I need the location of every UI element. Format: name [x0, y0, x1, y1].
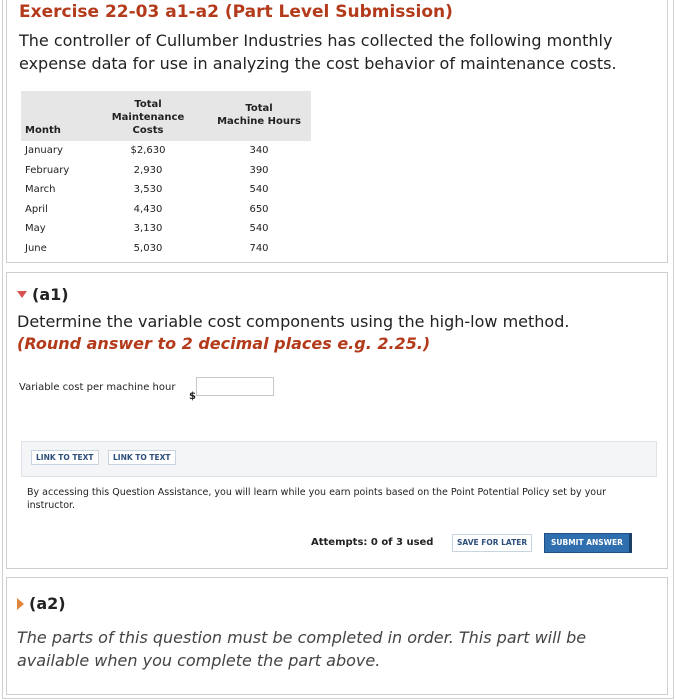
cell-month: January [25, 145, 63, 157]
part-a2-toggle[interactable] [17, 594, 66, 613]
cell-costs: 3,130 [133, 223, 163, 235]
cell-month: February [25, 164, 70, 176]
part-a1-label: (a1) [32, 285, 69, 304]
variable-cost-input[interactable] [196, 377, 274, 396]
rounding-note: (Round answer to 2 decimal places e.g. 2.25.) [17, 334, 431, 353]
exercise-intro: The controller of Cullumber Industries has collected the following monthly expense data for use in analyzing the cost behavior of maintenance costs. [19, 31, 617, 73]
column-header-maintenance-costs [89, 91, 207, 141]
cell-hours: 390 [249, 164, 269, 176]
exercise-header [6, 0, 668, 263]
table-row [21, 200, 311, 220]
variable-cost-label: Variable cost per machine hour [19, 382, 176, 393]
part-a2-panel [6, 577, 668, 695]
cell-costs: 4,430 [133, 203, 163, 215]
cell-hours: 740 [249, 242, 269, 254]
cell-month: May [25, 223, 46, 235]
part-a1-toggle[interactable] [17, 285, 69, 304]
part-a1-panel [6, 272, 668, 569]
cell-costs: 2,930 [133, 164, 163, 176]
table-row [21, 161, 311, 181]
header-hours-line1: Total [245, 103, 273, 114]
link-to-text-button-2[interactable]: LINK TO TEXT [108, 450, 176, 465]
header-costs-line2: Maintenance [111, 112, 185, 123]
submit-answer-button[interactable]: SUBMIT ANSWER [544, 533, 632, 553]
table-row [21, 219, 311, 239]
column-header-month: Month [21, 91, 89, 141]
column-header-machine-hours [207, 91, 311, 141]
table-row [21, 180, 311, 200]
currency-symbol: $ [189, 391, 196, 402]
header-costs-line1: Total [134, 99, 162, 110]
cell-hours: 540 [249, 184, 269, 196]
expanded-triangle-icon [17, 291, 27, 298]
table-header-row [21, 91, 311, 141]
cell-month: June [25, 242, 47, 254]
assistance-notice: By accessing this Question Assistance, you will learn while you earn points based on the Point Potential Policy set by your instructor. [27, 487, 607, 511]
cell-costs: 5,030 [133, 242, 163, 254]
cell-hours: 540 [249, 223, 269, 235]
cell-costs: $2,630 [130, 145, 166, 157]
part-a1-instructions [17, 311, 657, 355]
question-assistance-bar [21, 441, 657, 477]
instruction-text: Determine the variable cost components using the high-low method. [17, 312, 570, 331]
header-costs-line3: Costs [132, 125, 164, 136]
table-row [21, 239, 311, 259]
table-row [21, 141, 311, 161]
attempts-counter: Attempts: 0 of 3 used [311, 537, 434, 548]
collapsed-triangle-icon [17, 598, 24, 610]
part-a2-locked-message: The parts of this question must be completed in order. This part will be available when you complete the part above. [17, 628, 587, 670]
exercise-title: Exercise 22-03 a1-a2 (Part Level Submission) [19, 2, 453, 22]
cell-month: April [25, 203, 48, 215]
cell-hours: 340 [249, 145, 269, 157]
save-for-later-button[interactable]: SAVE FOR LATER [452, 534, 532, 552]
cell-month: March [25, 184, 56, 196]
link-to-text-button-1[interactable]: LINK TO TEXT [31, 450, 99, 465]
expense-data-table [21, 91, 311, 258]
cell-hours: 650 [249, 203, 269, 215]
part-a2-label: (a2) [29, 594, 66, 613]
cell-costs: 3,530 [133, 184, 163, 196]
header-hours-line2: Machine Hours [217, 116, 301, 127]
